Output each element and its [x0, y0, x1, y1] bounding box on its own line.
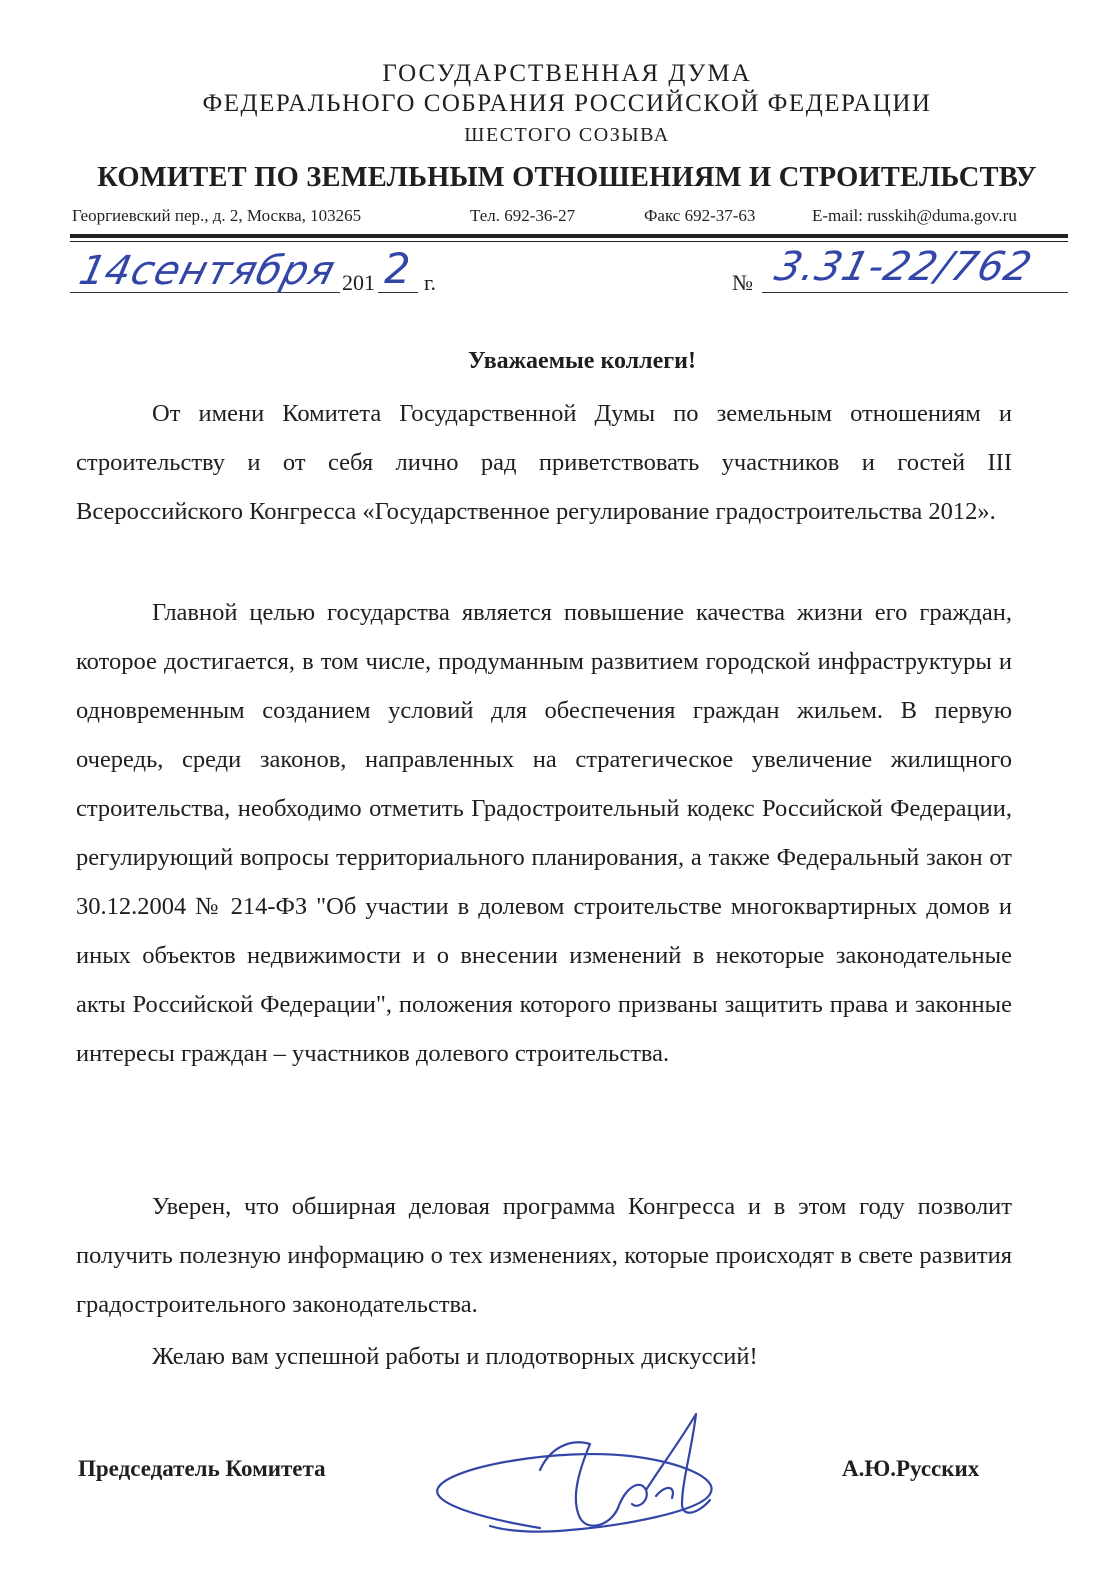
- signatory-name: А.Ю.Русских: [842, 1456, 980, 1481]
- letterhead-line-convocation: ШЕСТОГО СОЗЫВА: [464, 124, 670, 146]
- year-suffix: г.: [424, 270, 437, 295]
- letterhead-rule-thin: [70, 241, 1068, 242]
- contact-address: Георгиевский пер., д. 2, Москва, 103265: [72, 206, 362, 225]
- paragraph-greeting: От имени Комитета Государственной Думы по земельным отношениям и строительству и от себя лично рад приветствовать участников и гостей III Всероссийского Конгресса «Государственное регулирование градостроительства 2012».: [76, 400, 1012, 525]
- number-sign: №: [732, 270, 753, 295]
- letterhead-line-duma: ГОСУДАРСТВЕННАЯ ДУМА: [382, 60, 752, 87]
- paragraph-congress-program: Уверен, что обширная деловая программа Конгресса и в этом году позволит получить полезную информацию о тех изменениях, которые происходят в свете развития градостроительного законодательства.: [76, 1193, 1012, 1318]
- registration-number: 3.31-22/762: [770, 244, 1037, 290]
- letterhead-rule-thick: [70, 234, 1068, 238]
- signatory-role: Председатель Комитета: [78, 1456, 326, 1481]
- date-month: сентября: [125, 248, 341, 294]
- year-prefix: 201: [342, 270, 375, 295]
- salutation: Уважаемые коллеги!: [468, 348, 696, 374]
- year-digit: 2: [384, 244, 411, 293]
- date-day: 14: [75, 248, 136, 294]
- contact-email: E-mail: russkih@duma.gov.ru: [812, 206, 1017, 225]
- letterhead-line-federal-assembly: ФЕДЕРАЛЬНОГО СОБРАНИЯ РОССИЙСКОЙ ФЕДЕРАЦИИ: [202, 90, 932, 117]
- handwritten-signature: [420, 1408, 740, 1578]
- contact-fax: Факс 692-37-63: [644, 206, 756, 225]
- committee-title: КОМИТЕТ ПО ЗЕМЕЛЬНЫМ ОТНОШЕНИЯМ И СТРОИТЕЛЬСТВУ: [97, 162, 1037, 193]
- paragraph-legislation: Главной целью государства является повышение качества жизни его граждан, которое достигается, в том числе, продуманным развитием городской инфраструктуры и одновременным созданием условий для обеспечения граждан жильем. В первую очередь, среди законов, направленных на стратегическое увеличение жилищного строительства, необходимо отметить Градостроительный кодекс Российской Федерации, регулирующий вопросы территориального планирования, а также Федеральный закон от 30.12.2004 № 214-ФЗ "Об участии в долевом строительстве многоквартирных домов и иных объектов недвижимости и о внесении изменений в некоторые законодательные акты Российской Федерации", положения которого призваны защитить права и законные интересы граждан – участников долевого строительства.: [76, 599, 1012, 1067]
- contact-phone: Тел. 692-36-27: [470, 206, 576, 225]
- paragraph-wishes: Желаю вам успешной работы и плодотворных дискуссий!: [152, 1343, 758, 1370]
